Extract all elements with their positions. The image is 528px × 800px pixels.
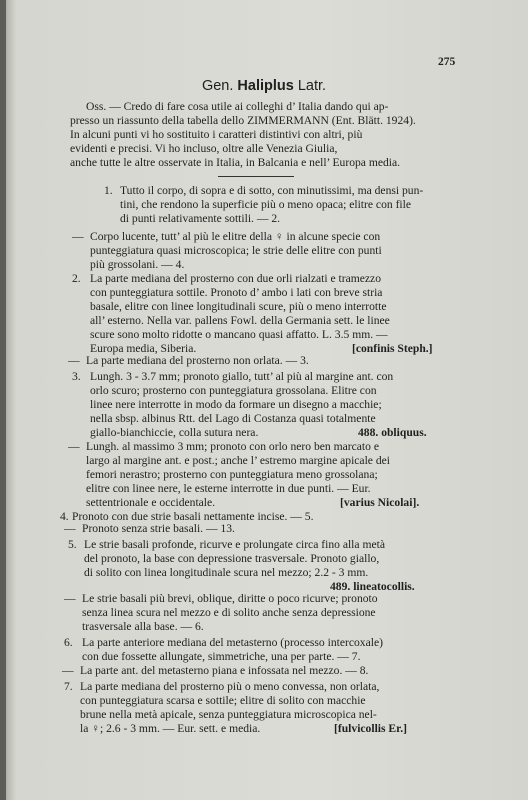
- entry-line: La parte anteriore mediana del metasterno (processo intercoxale): [82, 636, 383, 649]
- species-name: 489. lineatocollis.: [330, 580, 415, 593]
- entry-line: nella sbsp. albinus Rtt. del Lago di Costanza quasi totalmente: [90, 412, 376, 425]
- entry-line: all’ esterno. Nella var. pallens Fowl. della Germania sett. le linee: [90, 314, 390, 327]
- entry-line: linee nere interrotte in modo da formare un disegno a macchie;: [90, 398, 382, 411]
- entry-line: orlo scuro; prosterno con punteggiatura grossolana. Elitre con: [90, 384, 377, 397]
- entry-lead: 4.: [60, 510, 69, 523]
- entry-lead: 7.: [64, 680, 73, 693]
- species-name: 488. obliquus.: [358, 426, 427, 439]
- entry-lead: 6.: [64, 636, 73, 649]
- intro-line: presso un riassunto della tabella dello ZIMMERMANN (Ent. Blätt. 1924).: [70, 114, 416, 127]
- entry-line: con due fossette allungate, simmetriche, una per parte. — 7.: [82, 650, 361, 663]
- page-number: 275: [438, 56, 456, 68]
- entry-line: di solito con linea longitudinale scura nel mezzo; 2.2 - 3 mm.: [84, 566, 369, 579]
- entry-line: del pronoto, la base con depressione trasversale. Pronoto giallo,: [84, 552, 380, 565]
- entry-line: femori nerastro; prosterno con punteggiatura meno grossolana;: [86, 468, 378, 481]
- title-genus: Haliplus: [237, 78, 294, 94]
- entry-line: con punteggiatura scarsa e sottile; elitre di solito con macchie: [80, 694, 366, 707]
- entry-line: Le strie basali più brevi, oblique, diritte o poco ricurve; pronoto: [82, 592, 378, 605]
- entry-line: Europa media, Siberia.: [90, 342, 197, 355]
- species-name: [confinis Steph.]: [352, 342, 433, 355]
- entry-line: settentrionale e occidentale.: [86, 496, 216, 509]
- entry-line: basale, elitre con linee longitudinali scure, più o meno interrotte: [90, 300, 387, 313]
- entry-lead: 3.: [72, 370, 81, 383]
- entry-line: Lungh. al massimo 3 mm; pronoto con orlo nero ben marcato e: [86, 440, 379, 453]
- entry-line: Tutto il corpo, di sopra e di sotto, con minutissimi, ma densi pun-: [120, 184, 424, 197]
- separator-rule: [218, 176, 294, 177]
- title-author: Latr.: [297, 78, 327, 94]
- entry-line: scure sono molto ridotte o mancano quasi affatto. L. 3.5 mm. —: [90, 328, 388, 341]
- entry-line: brune nella metà apicale, senza punteggiatura microscopica nel-: [80, 708, 377, 721]
- entry-line: largo al margine ant. e post.; anche l’ estremo margine apicale dei: [86, 454, 391, 467]
- intro-line: evidenti e precisi. Vi ho incluso, oltre alle Venezia Giulia,: [70, 142, 338, 155]
- entry-line: senza linea scura nel mezzo e di solito anche senza depressione: [82, 606, 376, 619]
- species-name: [fulvicollis Er.]: [334, 722, 407, 735]
- entry-lead: —: [72, 230, 84, 243]
- entry-lead: 5.: [68, 538, 77, 551]
- entry-line: Le strie basali profonde, ricurve e prolungate circa fino alla metà: [84, 538, 385, 551]
- entry-line: Corpo lucente, tutt’ al più le elitre della ♀ in alcune specie con: [90, 230, 381, 243]
- entry-line: La parte ant. del metasterno piana e infossata nel mezzo. — 8.: [80, 664, 369, 677]
- entry-line: trasversale alla base. — 6.: [82, 620, 204, 633]
- book-spine: [0, 0, 6, 800]
- entry-line: La parte mediana del prosterno con due orli rialzati e tramezzo: [90, 272, 381, 285]
- genus-heading: [0, 78, 528, 94]
- title-prefix: Gen.: [201, 78, 234, 94]
- entry-line: tini, che rendono la superficie più o meno opaca; elitre con file: [120, 198, 412, 211]
- entry-lead: —: [64, 592, 76, 605]
- entry-line: La parte mediana del prosterno non orlata. — 3.: [86, 354, 309, 367]
- intro-line: Oss. — Credo di fare cosa utile ai colleghi d’ Italia dando qui ap-: [86, 100, 389, 113]
- entry-line: di punti relativamente sottili. — 2.: [120, 212, 281, 225]
- intro-line: anche tutte le altre osservate in Italia, in Balcania e nell’ Europa media.: [70, 156, 401, 169]
- entry-lead: —: [64, 522, 76, 535]
- entry-line: Pronoto senza strie basali. — 13.: [82, 522, 235, 535]
- intro-line: In alcuni punti vi ho sostituito i caratteri distintivi con altri, più: [70, 128, 363, 141]
- entry-lead: —: [68, 354, 80, 367]
- entry-line: punteggiatura quasi microscopica; le strie delle elitre con punti: [90, 244, 382, 257]
- entry-line: Pronoto con due strie basali nettamente incise. — 5.: [72, 510, 314, 523]
- entry-lead: 2.: [72, 272, 81, 285]
- entry-lead: —: [62, 664, 74, 677]
- entry-line: più grossolani. — 4.: [90, 258, 185, 271]
- entry-line: con punteggiatura sottile. Pronoto d’ ambo i lati con breve stria: [90, 286, 383, 299]
- entry-line: La parte mediana del prosterno più o meno convessa, non orlata,: [80, 680, 380, 693]
- entry-lead: —: [68, 440, 80, 453]
- entry-line: la ♀; 2.6 - 3 mm. — Eur. sett. e media.: [80, 722, 261, 735]
- species-name: [varius Nicolai].: [340, 496, 420, 509]
- entry-line: Lungh. 3 - 3.7 mm; pronoto giallo, tutt’ al più al margine ant. con: [90, 370, 394, 383]
- entry-line: elitre con linee nere, le esterne interrotte in due punti. — Eur.: [86, 482, 371, 495]
- entry-lead: 1.: [104, 184, 113, 197]
- entry-line: giallo-bianchiccie, colla sutura nera.: [90, 426, 259, 439]
